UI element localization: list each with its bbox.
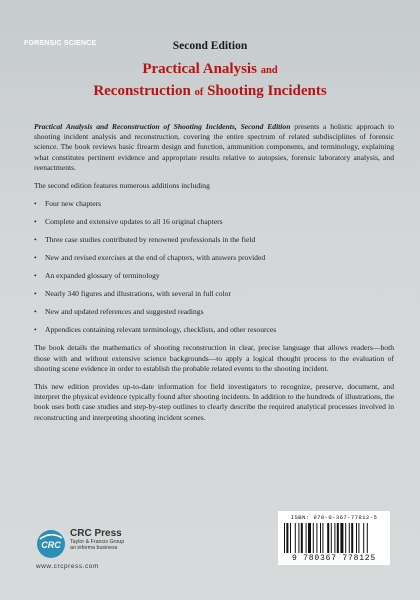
list-item: [34, 217, 394, 227]
bullet-icon: •: [34, 271, 37, 281]
publisher-name: CRC Press: [70, 528, 122, 539]
bullet-icon: •: [34, 289, 37, 299]
list-item-text: Three case studies contributed by renowned professionals in the field: [45, 235, 256, 245]
description: [34, 122, 394, 431]
list-item: [34, 325, 394, 335]
math-paragraph: The book details the mathematics of shooting reconstruction in clear, precise language that allows readers—both those with and without extensive science backgrounds—to apply a logical thought process to the evaluation of shooting scene evidence in order to establish the probable related events to the shooting incident.: [34, 343, 394, 373]
barcode-bar: [356, 523, 357, 553]
barcode-panel: [278, 511, 390, 565]
list-item-text: New and updated references and suggested readings: [45, 307, 204, 317]
barcode-bar: [295, 523, 296, 553]
edition-paragraph: This new edition provides up-to-date information for field investigators to recognize, preserve, document, and interpret the physical evidence typically found after shooting incidents. In addition to the hundreds of illustrations, the book uses both case studies and step-by-step outlines to clearly describe the required analytical processes involved in reconstructing and interpreting shooting incident scenes.: [34, 382, 394, 422]
list-item: [34, 199, 394, 209]
list-item: [34, 253, 394, 263]
barcode-bar: [301, 523, 303, 553]
list-item-text: Four new chapters: [45, 199, 102, 209]
list-item: [34, 307, 394, 317]
barcode-bar: [349, 523, 350, 553]
list-item-text: New and revised exercises at the end of chapters, with answers provided: [45, 253, 266, 263]
barcode-bar: [290, 523, 291, 553]
bullet-icon: •: [34, 253, 37, 263]
barcode-bar: [286, 523, 288, 553]
isbn-number: ISBN: 978-0-367-77812-5: [290, 514, 378, 521]
barcode-bar: [337, 523, 339, 553]
bullet-icon: •: [34, 199, 37, 209]
additions-lead: The second edition features numerous additions including: [34, 181, 210, 191]
intro-text: presents a holistic approach to shooting incident analysis and reconstruction, covering the entire spectrum of related subdisciplines of forensic science. The book reviews basic firearm design and function, ammunition components, and terminology, explaining what constitutes pertinent evidence and appropriate results relative to autopsies, forensic laboratory analysis, and reenactments.: [34, 122, 395, 172]
book-title-line-2: [0, 82, 420, 102]
barcode-digits: 9 780367 778125: [291, 554, 376, 563]
bullet-icon: •: [34, 217, 37, 227]
barcode-bar: [322, 523, 323, 553]
book-title-line-1: [0, 60, 420, 80]
barcode-bar: [298, 523, 299, 553]
list-item-text: Nearly 340 figures and illustrations, with several in full color: [45, 289, 232, 299]
barcode-bar: [367, 523, 368, 553]
intro-book-title: Practical Analysis and Reconstruction of Shooting Incidents, Second Edition: [34, 122, 291, 131]
barcode-bar: [308, 523, 311, 553]
list-item-text: An expanded glossary of terminology: [45, 271, 160, 281]
barcode-bar: [351, 523, 353, 553]
barcode-bar: [327, 523, 329, 553]
publisher-url: www.crcpress.com: [36, 563, 99, 570]
barcode-bar: [345, 523, 346, 553]
publisher-group: Taylor & Francis Group: [70, 539, 125, 545]
title-text: Practical Analysis: [142, 61, 257, 77]
bullet-icon: •: [34, 307, 37, 317]
barcode-bar: [320, 523, 321, 553]
edition-label: Second Edition: [172, 40, 248, 52]
bullet-icon: •: [34, 325, 37, 335]
additions-list: [34, 199, 394, 335]
barcode-bar: [313, 523, 314, 553]
publisher-block: [70, 528, 124, 552]
list-item: [34, 289, 394, 299]
list-item-text: Appendices containing relevant terminology, checklists, and other resources: [45, 325, 277, 335]
barcode-bar: [358, 523, 359, 553]
barcode-icon: [284, 523, 384, 553]
barcode-bar: [316, 523, 317, 553]
crc-press-logo-icon: [36, 529, 66, 559]
barcode-bar: [331, 523, 332, 553]
publisher-parent: an informa business: [70, 545, 118, 552]
list-item: [34, 271, 394, 281]
logo-text: CRC: [41, 540, 61, 550]
bullet-icon: •: [34, 235, 37, 245]
title-text: and: [260, 65, 278, 76]
title-text: Reconstruction: [93, 83, 191, 99]
list-item: [34, 235, 394, 245]
intro-paragraph: [34, 122, 394, 173]
barcode-bar: [363, 523, 364, 553]
title-text: of: [194, 87, 204, 98]
barcode-bar: [284, 523, 285, 553]
barcode-bar: [306, 523, 307, 553]
title-text: Shooting Incidents: [207, 83, 327, 99]
barcode-bar: [340, 523, 343, 553]
barcode-bar: [334, 523, 335, 553]
series-label: FORENSIC SCIENCE: [24, 40, 97, 47]
list-item-text: Complete and extensive updates to all 16 original chapters: [45, 217, 223, 227]
